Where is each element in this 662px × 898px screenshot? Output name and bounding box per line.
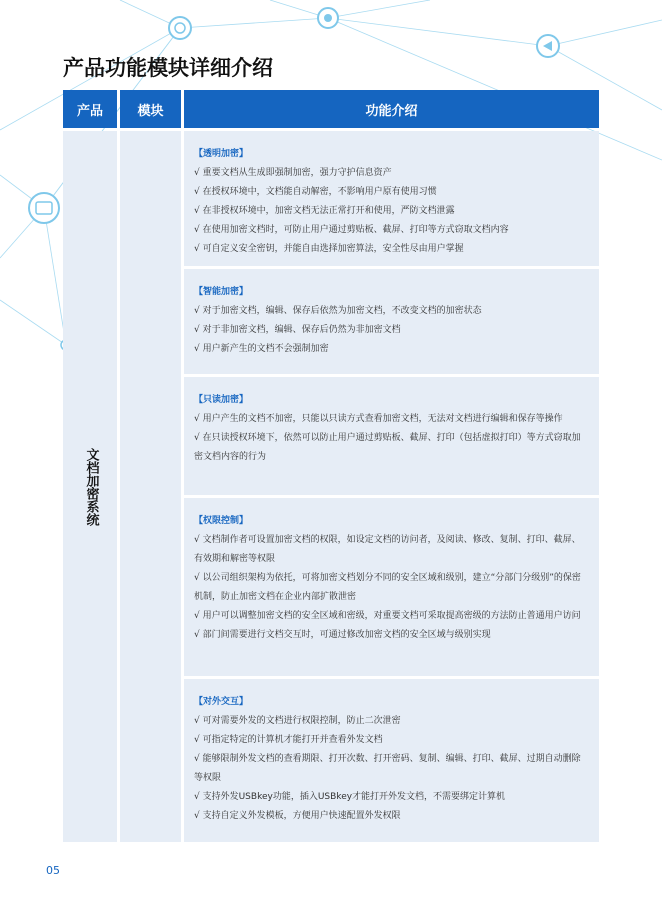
section-item: √ 可自定义安全密钥，并能自由选择加密算法，安全性尽由用户掌握 [194, 244, 464, 254]
header-product: 产品 [63, 90, 117, 128]
module-cell [120, 131, 181, 842]
section-item: √ 用户产生的文档不加密，只能以只读方式查看加密文档，无法对文档进行编辑和保存等操作 [194, 414, 563, 424]
section-item: √ 重要文档从生成即强制加密，强力守护信息资产 [194, 168, 392, 178]
section-item: √ 支持外发USBkey功能，插入USBkey才能打开外发文档，不需要绑定计算机 [194, 792, 506, 802]
network-node-icon [318, 8, 338, 28]
network-node-icon [29, 193, 59, 223]
section-title: 【智能加密】 [194, 287, 249, 297]
section-item: √ 可对需要外发的文档进行权限控制，防止二次泄密 [194, 716, 401, 726]
section-title: 【对外交互】 [194, 697, 249, 707]
section-permission-control [184, 498, 599, 676]
section-item: √ 对于非加密文档，编辑、保存后仍然为非加密文档 [194, 325, 401, 335]
section-readonly-encryption [184, 377, 599, 495]
section-item: √ 可指定特定的计算机才能打开并查看外发文档 [194, 735, 383, 745]
section-item: √ 能够限制外发文档的查看期限、打开次数、打开密码、复制、编辑、打印、截屏、过期自动删除等权限 [194, 754, 581, 783]
section-title: 【透明加密】 [194, 149, 249, 159]
section-item: √ 以公司组织架构为依托，可将加密文档划分不同的安全区域和级别，建立“分部门分级别”的保密机制，防止加密文档在企业内部扩散泄密 [194, 573, 581, 602]
feature-table [63, 90, 599, 842]
section-title: 【权限控制】 [194, 516, 249, 526]
section-item: √ 文档制作者可设置加密文档的权限，如设定文档的访问者，及阅读、修改、复制、打印、截屏、有效期和解密等权限 [194, 535, 581, 564]
page-number: 05 [46, 864, 60, 877]
section-item: √ 部门间需要进行文档交互时，可通过修改加密文档的安全区域与级别实现 [194, 630, 491, 640]
header-module: 模块 [120, 90, 181, 128]
section-item: √ 在非授权环境中，加密文档无法正常打开和使用，严防文档泄露 [194, 206, 455, 216]
section-external-interaction [184, 679, 599, 842]
section-transparent-encryption [184, 131, 599, 266]
network-node-icon [169, 17, 191, 39]
header-features: 功能介绍 [184, 90, 599, 128]
section-smart-encryption [184, 269, 599, 374]
section-item: √ 在使用加密文档时，可防止用户通过剪贴板、截屏、打印等方式窃取文档内容 [194, 225, 509, 235]
page-title: 产品功能模块详细介绍 [63, 56, 273, 80]
product-cell [63, 131, 117, 842]
section-item: √ 在授权环境中，文档能自动解密，不影响用户原有使用习惯 [194, 187, 437, 197]
network-node-icon [537, 35, 559, 57]
section-item: √ 用户可以调整加密文档的安全区域和密级，对重要文档可采取提高密级的方法防止普通用户访问 [194, 611, 581, 621]
section-title: 【只读加密】 [194, 395, 249, 405]
product-name: 文档加密系统 [83, 447, 99, 526]
section-item: √ 在只读授权环境下，依然可以防止用户通过剪贴板、截屏、打印（包括虚拟打印）等方式窃取加密文档内容的行为 [194, 433, 581, 462]
section-item: √ 用户新产生的文档不会强制加密 [194, 344, 329, 354]
section-item: √ 对于加密文档，编辑、保存后依然为加密文档，不改变文档的加密状态 [194, 306, 482, 316]
section-item: √ 支持自定义外发模板，方便用户快速配置外发权限 [194, 811, 401, 821]
